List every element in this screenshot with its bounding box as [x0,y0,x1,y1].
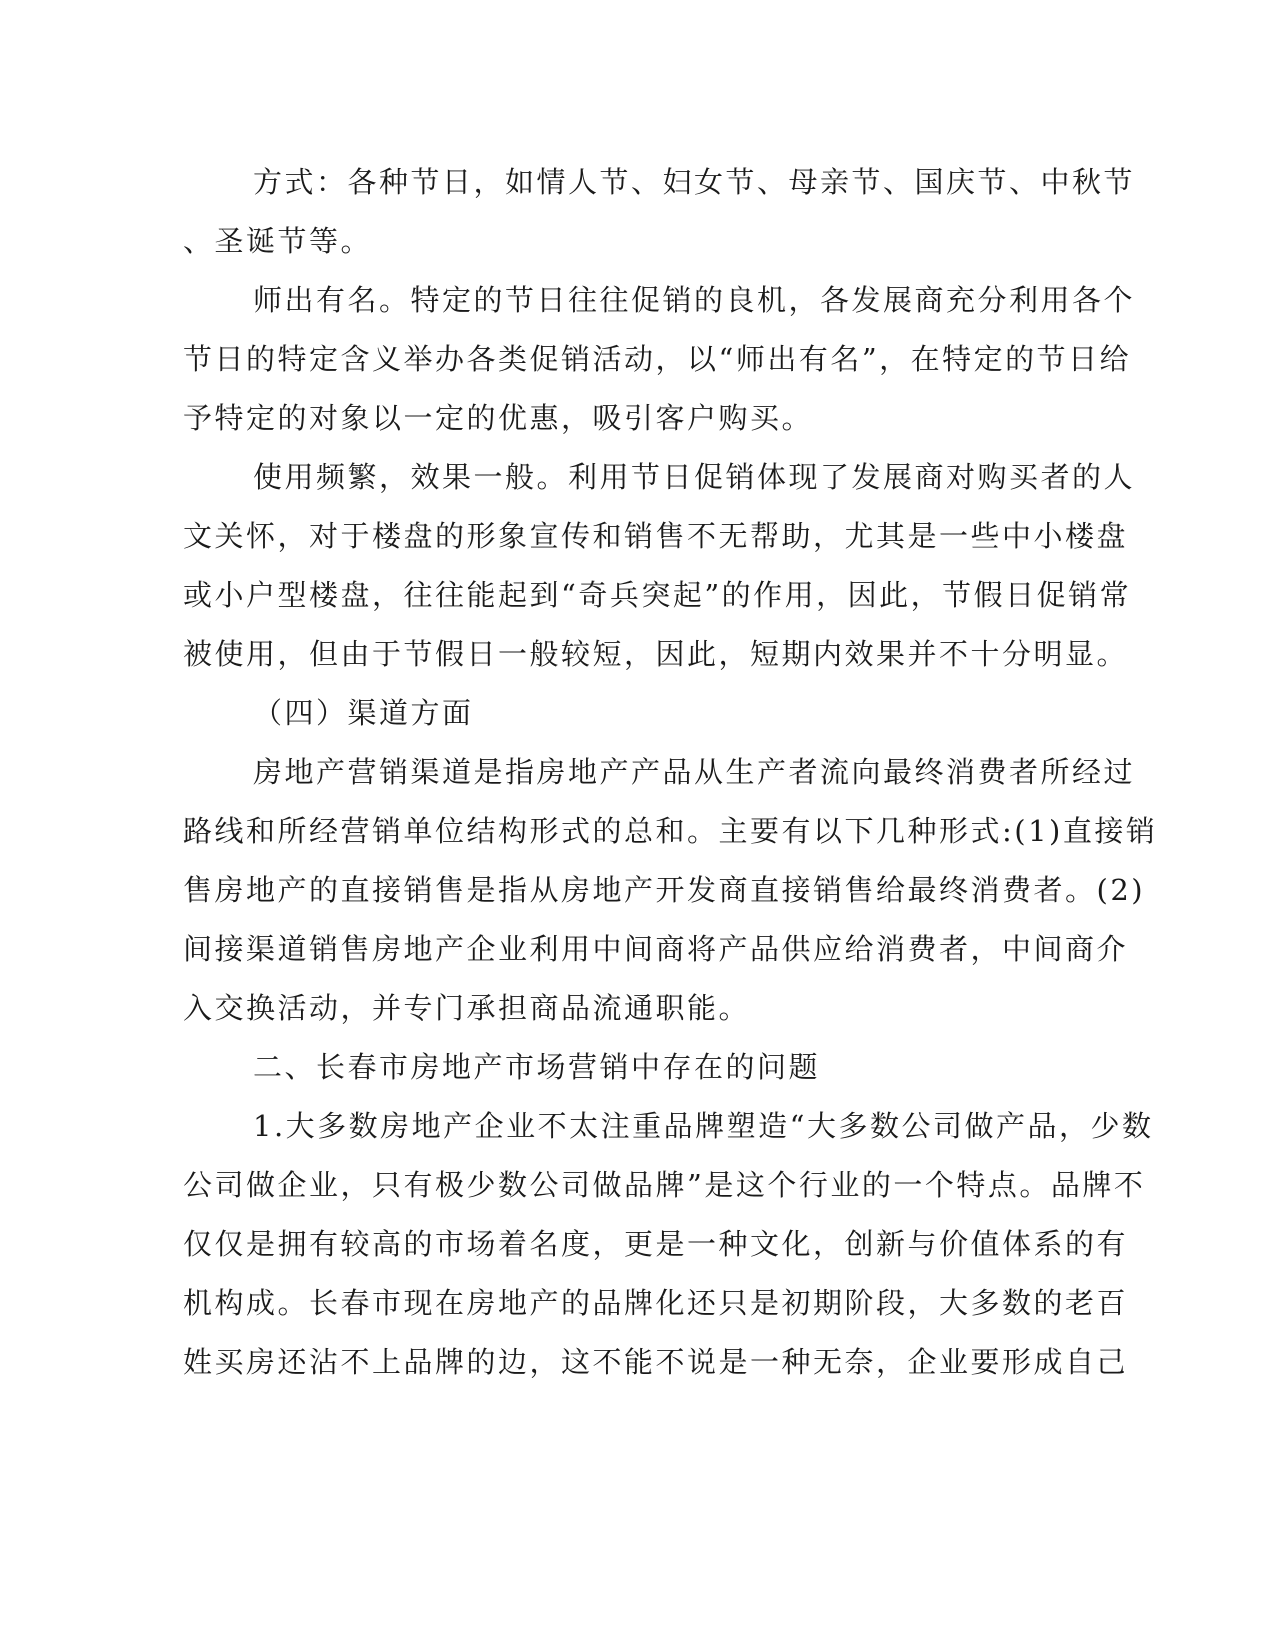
text-line: 使用频繁，效果一般。利用节日促销体现了发展商对购买者的人 [253,460,1136,494]
document-body [183,158,1158,1397]
text-line: 被使用，但由于节假日一般较短，因此，短期内效果并不十分明显。 [183,637,1129,671]
text-line: 公司做企业，只有极少数公司做品牌”是这个行业的一个特点。品牌不 [183,1168,1146,1202]
text-line: 方式：各种节日，如情人节、妇女节、母亲节、国庆节、中秋节 [253,165,1136,199]
text-line: 师出有名。特定的节日往往促销的良机，各发展商充分利用各个 [253,283,1136,317]
text-line: 机构成。长春市现在房地产的品牌化还只是初期阶段，大多数的老百 [183,1286,1129,1320]
text-line: 房地产营销渠道是指房地产产品从生产者流向最终消费者所经过 [253,755,1136,789]
text-line: 或小户型楼盘，往往能起到“奇兵突起”的作用，因此，节假日促销常 [183,578,1132,612]
text-line: 仅仅是拥有较高的市场着名度，更是一种文化，创新与价值体系的有 [183,1227,1129,1261]
text-line: 节日的特定含义举办各类促销活动，以“师出有名”，在特定的节日给 [183,342,1132,376]
section-heading: 二、长春市房地产市场营销中存在的问题 [253,1050,821,1084]
text-line: 姓买房还沾不上品牌的边，这不能不说是一种无奈，企业要形成自己 [183,1345,1129,1379]
text-line: 、圣诞节等。 [183,224,373,258]
text-line: 间接渠道销售房地产企业利用中间商将产品供应给消费者，中间商介 [183,932,1129,966]
text-line: 1.大多数房地产企业不太注重品牌塑造“大多数公司做产品，少数 [253,1109,1154,1143]
text-line: 路线和所经营销单位结构形式的总和。主要有以下几种形式:(1)直接销 [183,814,1158,848]
text-line: 入交换活动，并专门承担商品流通职能。 [183,991,751,1025]
text-line: 售房地产的直接销售是指从房地产开发商直接销售给最终消费者。(2) [183,873,1146,907]
section-heading: （四）渠道方面 [253,696,474,730]
text-line: 予特定的对象以一定的优惠，吸引客户购买。 [183,401,814,435]
text-line: 文关怀，对于楼盘的形象宣传和销售不无帮助，尤其是一些中小楼盘 [183,519,1129,553]
